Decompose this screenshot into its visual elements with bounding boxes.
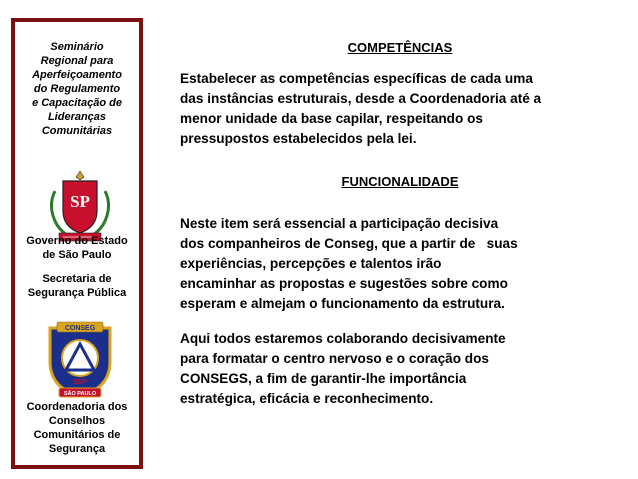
paragraph-line: experiências, percepções e talentos irão bbox=[180, 256, 442, 271]
conseg-logo-icon bbox=[45, 320, 115, 400]
coordination-label bbox=[15, 400, 139, 456]
coordination-line: Comunitários de bbox=[33, 429, 121, 441]
coordination-line: Coordenadoria dos bbox=[26, 401, 128, 413]
seminar-line: Aperfeiçoamento bbox=[32, 69, 122, 81]
government-line: Governo do Estado bbox=[26, 235, 128, 247]
seminar-line: Regional para bbox=[40, 55, 114, 67]
government-line: de São Paulo bbox=[42, 249, 112, 261]
seminar-line: e Capacitação de bbox=[32, 97, 122, 109]
paragraph-line: pressupostos estabelecidos pela lei. bbox=[180, 131, 417, 146]
paragraph-line: das instâncias estruturais, desde a Coordenadoria até a bbox=[180, 91, 542, 106]
seminar-line: Seminário bbox=[50, 41, 104, 53]
seminar-line: Lideranças bbox=[47, 111, 107, 123]
conseg-bottom-label: SÃO PAULO bbox=[63, 391, 97, 397]
secretariat-line: Segurança Pública bbox=[27, 287, 127, 299]
paragraph-line: Neste item será essencial a participação decisiva bbox=[180, 216, 499, 231]
paragraph-line: CONSEGS, a fim de garantir-lhe importância bbox=[180, 371, 467, 386]
paragraph-line: menor unidade da base capilar, respeitando os bbox=[180, 111, 483, 126]
paragraph-line: esperam e almejam o funcionamento da estrutura. bbox=[180, 296, 505, 311]
competencias-heading: COMPETÊNCIAS bbox=[347, 40, 453, 55]
paragraph-line: Estabelecer as competências específicas de cada uma bbox=[180, 71, 533, 86]
coordination-line: Conselhos bbox=[48, 415, 106, 427]
funcionalidade-heading: FUNCIONALIDADE bbox=[341, 174, 459, 189]
paragraph-line: para formatar o centro nervoso e o coração dos bbox=[180, 351, 489, 366]
paragraph-line: Aqui todos estaremos colaborando decisivamente bbox=[180, 331, 506, 346]
closing-paragraph bbox=[180, 329, 506, 409]
funcionalidade-paragraph bbox=[180, 214, 518, 314]
secretariat-label bbox=[15, 272, 139, 300]
secretariat-line: Secretaria de bbox=[42, 273, 112, 285]
conseg-center-letters: SSP bbox=[72, 379, 88, 386]
seminar-line: do Regulamento bbox=[33, 83, 121, 95]
seminar-line: Comunitárias bbox=[41, 125, 113, 137]
government-label bbox=[15, 234, 139, 262]
sidebar-panel bbox=[11, 18, 143, 469]
conseg-top-label: CONSEG bbox=[64, 325, 96, 332]
paragraph-line: estratégica, eficácia e reconhecimento. bbox=[180, 391, 434, 406]
crest-label: SP bbox=[70, 192, 90, 211]
seminar-title bbox=[15, 40, 139, 138]
competencias-paragraph bbox=[180, 69, 541, 149]
coordination-line: Segurança bbox=[48, 443, 106, 455]
paragraph-line: encaminhar as propostas e sugestões sobre como bbox=[180, 276, 508, 291]
paragraph-line: dos companheiros de Conseg, que a partir de suas bbox=[180, 236, 518, 251]
